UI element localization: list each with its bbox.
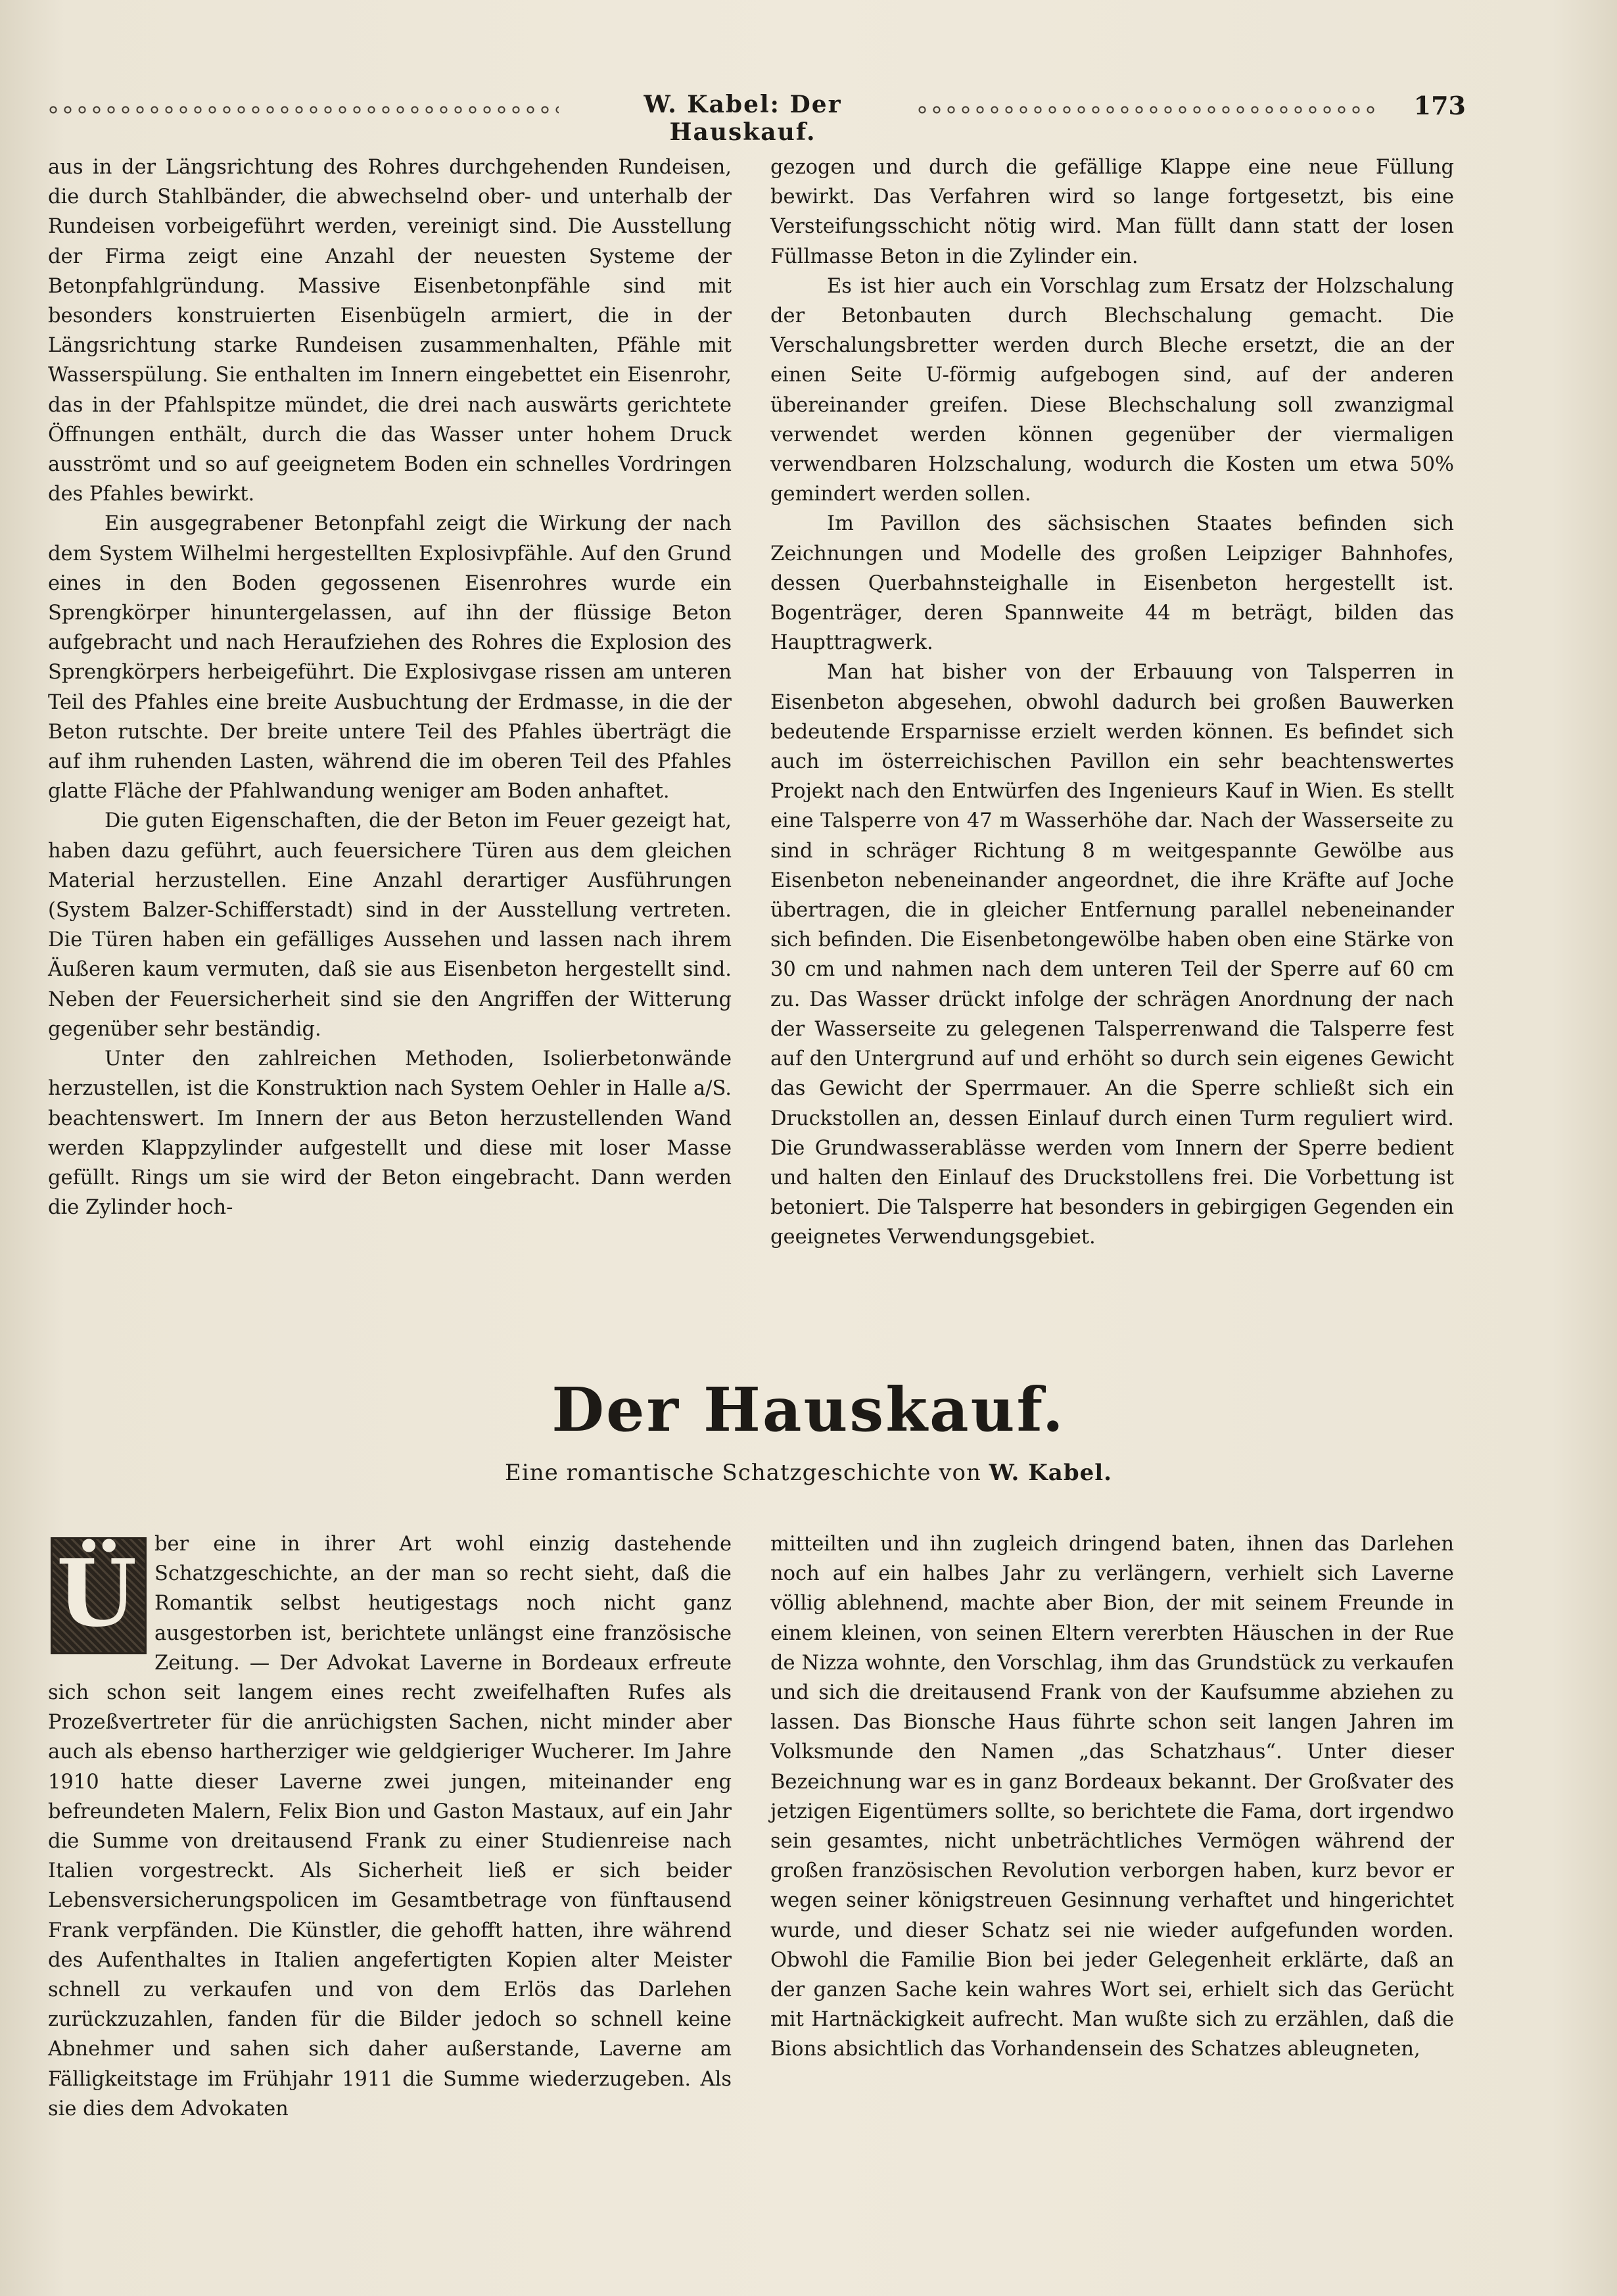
ornament-left — [46, 105, 559, 114]
paragraph: Man hat bisher von der Erbauung von Talsperren in Eisenbeton abgesehen, obwohl dadurch bei großen Bauwerken bedeutende Ersparnisse erzielt werden können. Es befindet sich auch im österreichischen Pavillon ein sehr beachtenswertes Projekt nach den Entwürfen des Ingenieurs Kauf in Wien. Es stellt eine Talsperre von 47 m Wasserhöhe dar. Nach der Wasserseite zu sind in schräger Richtung 8 m weitgespannte Gewölbe aus Eisenbeton nebeneinander angeordnet, die ihre Kräfte auf Joche übertragen, die in gleicher Entfernung parallel nebeneinander sich befinden. Die Eisenbetongewölbe haben oben eine Stärke von 30 cm und nahmen nach dem unteren Teil der Sperre auf 60 cm zu. Das Wasser drückt infolge der schrägen Anordnung der nach der Wasserseite zu gelegenen Talsperrenwand die Talsperre fest auf den Untergrund auf und erhöht so durch sein eigenes Gewicht das Gewicht der Sperrmauer. An die Sperre schließt sich ein Druckstollen an, dessen Einlauf durch einen Turm reguliert wird. Die Grundwasserablässe werden vom Innern der Sperre bedient und halten den Einlauf des Druckstollens frei. Die Vorbettung ist betoniert. Die Talsperre hat besonders in gebirgigen Gegenden ein geeignetes Verwendungsgebiet. — [770, 661, 1454, 1249]
ornament-right — [915, 105, 1375, 114]
paragraph: Ein ausgegrabener Betonpfahl zeigt die Wirkung der nach dem System Wilhelmi hergestellten Explosivpfähle. Auf den Grund eines in den Boden gegossenen Eisenrohres wurde ein Sprengkörper hinuntergelassen, auf ihn der flüssige Beton aufgebracht und nach Heraufziehen des Rohres die Explosion des Sprengkörpers herbeigeführt. Die Explosivgase rissen am unteren Teil des Pfahles eine breite Ausbuchtung der Erdmasse, in die der Beton rutschte. Der breite untere Teil des Pfahles überträgt die auf ihm ruhenden Lasten, während die im oberen Teil des Pfahles glatte Fläche der Pfahlwandung weniger am Boden anhaftet. — [48, 512, 732, 803]
page-number: 173 — [1413, 91, 1466, 120]
running-head — [46, 91, 1466, 146]
paragraph: Im Pavillon des sächsischen Staates befinden sich Zeichnungen und Modelle des großen Leipziger Bahnhofes, dessen Querbahnsteighalle in Eisenbeton hergestellt ist. Bogenträger, deren Spannweite 44 m beträgt, bilden das Haupttragwerk. — [770, 512, 1454, 655]
story-title: Der Hauskauf. — [551, 1374, 1066, 1445]
paragraph: Unter den zahlreichen Methoden, Isolierbetonwände herzustellen, ist die Konstruktion nach System Oehler in Halle a/S. beachtenswert. Im Innern der aus Beton herzustellenden Wand werden Klappzylinder aufgestellt und diese mit loser Masse gefüllt. Rings um sie wird der Beton eingebracht. Dann werden die Zylinder hoch- — [48, 1047, 732, 1220]
author-name: W. Kabel. — [989, 1460, 1112, 1486]
article-column-left — [48, 153, 732, 1222]
dropcap-letter: Ü — [56, 1540, 137, 1648]
paragraph: mitteilten und ihn zugleich dringend baten, ihnen das Darlehen noch auf ein halbes Jahr zu verlängern, verhielt sich Laverne völlig ablehnend, machte aber Bion, der mit seinem Freunde in einem kleinen, von seinen Eltern vererbten Häuschen in der Rue de Nizza wohnte, den Vorschlag, ihm das Grundstück zu verkaufen und sich die dreitausend Frank von der Kaufsumme abziehen zu lassen. Das Bionsche Haus führte schon seit langen Jahren im Volksmunde den Namen „das Schatzhaus“. Unter dieser Bezeichnung war es in ganz Bordeaux bekannt. Der Großvater des jetzigen Eigentümers sollte, so berichtete die Fama, dort irgendwo sein gesamtes, nicht unbeträchtliches Vermögen während der großen französischen Revolution verborgen haben, kurz bevor er wegen seiner königstreuen Gesinnung verhaftet und hingerichtet wurde, und dieser Schatz sei nie wieder aufgefunden worden. Obwohl die Familie Bion bei jeder Gelegenheit erklärte, daß an der ganzen Sache kein wahres Wort sei, erhielt sich das Gerücht mit Hartnäckigkeit aufrecht. Man wußte sich zu erzählen, daß die Bions absichtlich das Vorhandensein des Schatzes ableugneten, — [770, 1533, 1454, 2061]
paragraph: ber eine in ihrer Art wohl einzig dastehende Schatzgeschichte, an der man so recht sieht, daß die Romantik selbst heutigestags noch nicht ganz ausgestorben ist, berichtete unlängst eine französische Zeitung. — Der Advokat Laverne in Bordeaux erfreute sich schon seit langem eines recht zweifelhaften Rufes als Prozeßvertreter für die anrüchigsten Sachen, nicht minder aber auch als ebenso hartherziger wie geldgieriger Wucherer. Im Jahre 1910 hatte dieser Laverne zwei jungen, miteinander eng befreundeten Malern, Felix Bion und Gaston Mastaux, auf ein Jahr die Summe von dreitausend Frank zu einer Studienreise nach Italien vorgestreckt. Als Sicherheit ließ er sich beider Lebensversicherungspolicen im Gesamtbetrage von fünftausend Frank verpfänden. Die Künstler, die gehofft hatten, ihre während des Aufenthaltes in Italien angefertigten Kopien alter Meister schnell zu verkaufen und von dem Erlös das Darlehen zurückzuzahlen, fanden für die Bilder jedoch so schnell keine Abnehmer und sahen sich daher außerstande, Laverne am Fälligkeitstage im Frühjahr 1911 die Summe wiederzugeben. Als sie dies dem Advokaten — [48, 1533, 732, 2120]
dropcap-initial — [48, 1533, 147, 1654]
paragraph: Es ist hier auch ein Vorschlag zum Ersatz der Holzschalung der Betonbauten durch Blechschalung gemacht. Die Verschalungsbretter werden durch Bleche ersetzt, die an der einen Seite U-förmig aufgebogen sind, auf der anderen übereinander greifen. Diese Blechschalung soll zwanzigmal verwendet werden können gegenüber der viermaligen verwendbaren Holzschalung, wodurch die Kosten um etwa 50% gemindert werden sollen. — [770, 274, 1454, 506]
story-column-left — [48, 1529, 732, 2124]
paragraph: Die guten Eigenschaften, die der Beton im Feuer gezeigt hat, haben dazu geführt, auch feuersichere Türen aus dem gleichen Material herzustellen. Eine Anzahl derartiger Ausführungen (System Balzer-Schifferstadt) sind in der Ausstellung vertreten. Die Türen haben ein gefälliges Aussehen und lassen nach ihrem Äußeren kaum vermuten, daß sie aus Eisenbeton hergestellt sind. Neben der Feuersicherheit sind sie den Angriffen der Witterung gegenüber sehr beständig. — [48, 809, 732, 1041]
paragraph: gezogen und durch die gefällige Klappe eine neue Füllung bewirkt. Das Verfahren wird so lange fortgesetzt, bis eine Versteifungsschicht nötig wird. Man füllt dann statt der losen Füllmasse Beton in die Zylinder ein. — [770, 156, 1454, 268]
article-column-right — [770, 153, 1454, 1253]
story-column-right — [770, 1529, 1454, 2065]
story-subtitle — [0, 1460, 1617, 1486]
running-title: W. Kabel: Der Hauskauf. — [644, 91, 842, 146]
paragraph: aus in der Längsrichtung des Rohres durchgehenden Rundeisen, die durch Stahlbänder, die abwechselnd ober- und unterhalb der Rundeisen vorbeigeführt werden, vereinigt sind. Die Ausstellung der Firma zeigt eine Anzahl der neuesten Systeme der Betonpfahlgründung. Massive Eisenbetonpfähle sind mit besonders konstruierten Eisenbügeln armiert, die in der Längsrichtung starke Rundeisen zusammenhalten, Pfähle mit Wasserspülung. Sie enthalten im Innern eingebettet ein Eisenrohr, das in der Pfahlspitze mündet, die drei nach auswärts gerichtete Öffnungen enthält, durch die das Wasser unter hohem Druck ausströmt und so auf geeignetem Boden ein schnelles Vordringen des Pfahles bewirkt. — [48, 156, 732, 506]
subtitle-text: Eine romantische Schatzgeschichte von — [505, 1460, 981, 1486]
